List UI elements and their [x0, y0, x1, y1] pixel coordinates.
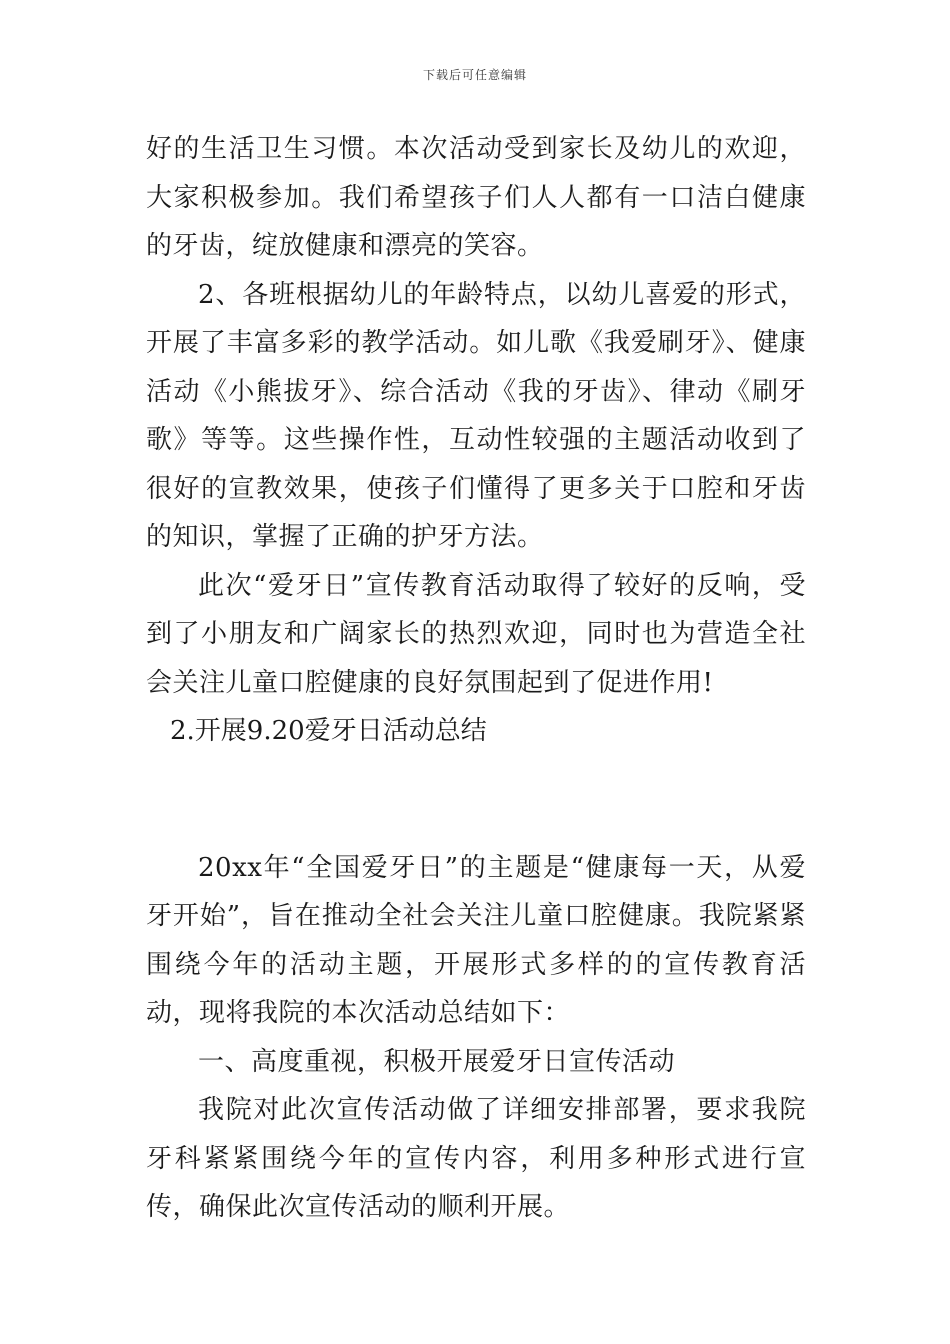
paragraph-class-activities: 2、各班根据幼儿的年龄特点，以幼儿喜爱的形式，开展了丰富多彩的教学活动。如儿歌《我爱刷牙》、健康活动《小熊拔牙》、综合活动《我的牙齿》、律动《刷牙歌》等等。这些操作性，互动性较强的主题活动收到了很好的宣教效果，使孩子们懂得了更多关于口腔和牙齿的知识，掌握了正确的护牙方法。: [146, 279, 806, 552]
header-note: 下载后可任意编辑: [422, 68, 527, 82]
section-title: 2.开展9.20爱牙日活动总结: [170, 716, 487, 746]
paragraph-theme-intro: 20xx年“全国爱牙日”的主题是“健康每一天，从爱牙开始”，旨在推动全社会关注儿童口腔健康。我院紧紧围绕今年的活动主题，开展形式多样的的宣传教育活动，现将我院的本次活动总结如下：: [146, 852, 806, 1028]
document-body: [146, 125, 806, 1232]
section-spacer: [146, 756, 806, 844]
paragraph-event-response: 此次“爱牙日”宣传教育活动取得了较好的反响，受到了小朋友和广阔家长的热烈欢迎，同时也为营造全社会关注儿童口腔健康的良好氛围起到了促进作用!: [146, 570, 806, 698]
subheading-emphasis: 一、高度重视，积极开展爱牙日宣传活动: [198, 1046, 676, 1077]
paragraph-hygiene-habits: 好的生活卫生习惯。本次活动受到家长及幼儿的欢迎，大家积极参加。我们希望孩子们人人都有一口洁白健康的牙齿，绽放健康和漂亮的笑容。: [146, 134, 806, 261]
paragraph-arrangement: 我院对此次宣传活动做了详细安排部署，要求我院牙科紧紧围绕今年的宣传内容，利用多种形式进行宣传，确保此次宣传活动的顺利开展。: [146, 1095, 806, 1222]
